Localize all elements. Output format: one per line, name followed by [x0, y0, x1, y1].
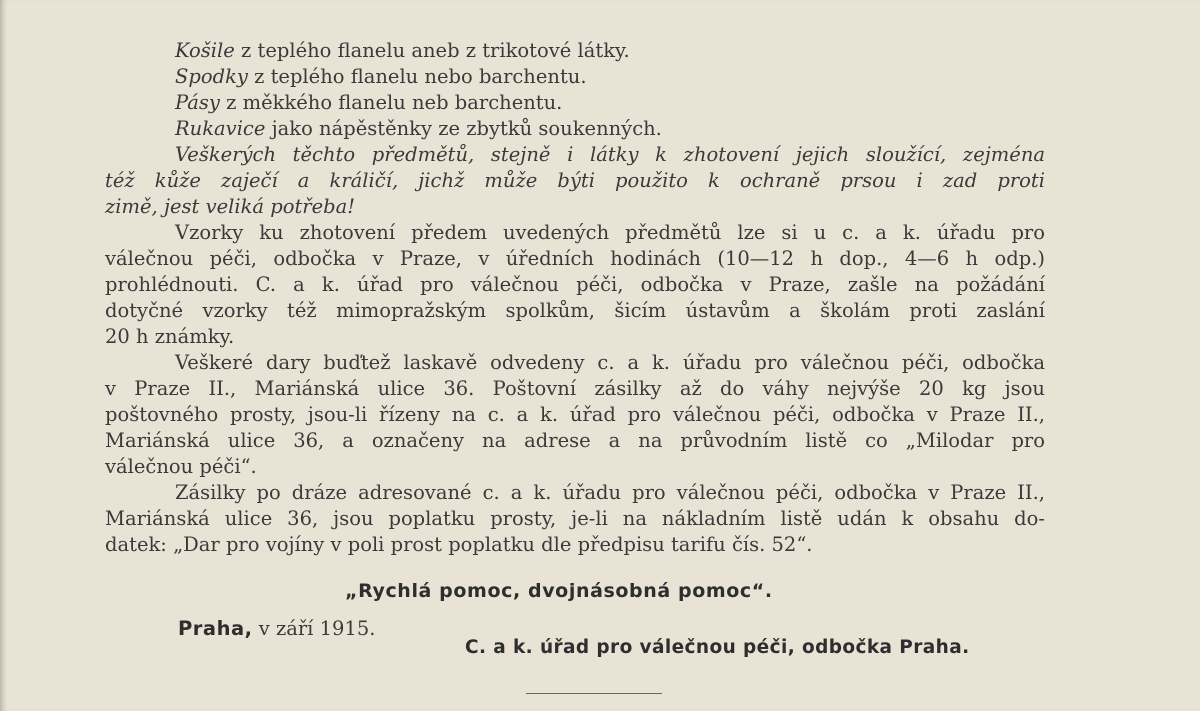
- paragraph-line: prohlédnouti. C. a k. úřad pro válečnou péči, odbočka v Praze, zašle na požádání: [105, 273, 1045, 296]
- italic-note-line: zimě, jest veliká potřeba!: [105, 195, 356, 218]
- body-text: [105, 38, 1045, 558]
- item-name: Rukavice: [175, 117, 266, 140]
- item-text: jako nápěstěnky ze zbytků soukenných.: [265, 117, 662, 140]
- divider-rule: [526, 693, 662, 694]
- item-name: Pásy: [175, 91, 220, 114]
- italic-note-line: Veškerých těchto předmětů, stejně i látky k zhotovení jejich sloužící, zejména: [175, 143, 1045, 166]
- paragraph-line: 20 h známky.: [105, 325, 235, 348]
- paragraph-line: Zásilky po dráze adresované c. a k. úřadu pro válečnou péči, odbočka v Praze II.,: [175, 481, 1045, 504]
- item-name: Košile: [175, 39, 235, 62]
- paragraph-line: datek: „Dar pro vojíny v poli prost poplatku dle předpisu tarifu čís. 52“.: [105, 533, 813, 556]
- paragraph-line: válečnou péči, odbočka v Praze, v úředních hodinách (10—12 h dop., 4—6 h odp.): [105, 247, 1045, 270]
- paragraph-line: v Praze II., Mariánská ulice 36. Poštovní zásilky až do váhy nejvýše 20 kg jsou: [105, 377, 1045, 400]
- item-line: [105, 64, 1045, 90]
- office-signature: C. a k. úřad pro válečnou péči, odbočka Praha.: [465, 637, 970, 658]
- italic-note-line: též kůže zaječí a králičí, jichž může býti použito k ochraně prsou i zad proti: [105, 169, 1045, 192]
- motto: „Rychlá pomoc, dvojnásobná pomoc“.: [345, 580, 773, 602]
- paragraph-line: Vzorky ku zhotovení předem uvedených předmětů lze si u c. a k. úřadu pro: [175, 221, 1045, 244]
- place-date: [178, 617, 375, 640]
- item-line: [105, 38, 1045, 64]
- item-text: z teplého flanelu nebo barchentu.: [247, 65, 587, 88]
- paragraph-line: poštovného prosty, jsou-li řízeny na c. a k. úřad pro válečnou péči, odbočka v Praze II.,: [105, 403, 1045, 426]
- date: v září 1915.: [252, 617, 376, 640]
- item-name: Spodky: [175, 65, 248, 88]
- paragraph-line: dotyčné vzorky též mimopražským spolkům, šicím ústavům a školám proti zaslání: [105, 299, 1045, 322]
- item-line: [105, 90, 1045, 116]
- paragraph-line: Mariánská ulice 36, jsou poplatku prosty, je-li na nákladním listě udán k obsahu do-: [105, 507, 1045, 530]
- place: Praha,: [178, 617, 253, 640]
- paragraph-line: Veškeré dary buďtež laskavě odvedeny c. a k. úřadu pro válečnou péči, odbočka: [175, 351, 1045, 374]
- item-text: z teplého flanelu aneb z trikotové látky.: [234, 39, 630, 62]
- paragraph-line: Mariánská ulice 36, a označeny na adrese a na průvodním listě co „Milodar pro: [105, 429, 1045, 452]
- item-line: [105, 116, 1045, 142]
- paragraph-line: válečnou péči“.: [105, 455, 257, 478]
- item-text: z měkkého flanelu neb barchentu.: [219, 91, 563, 114]
